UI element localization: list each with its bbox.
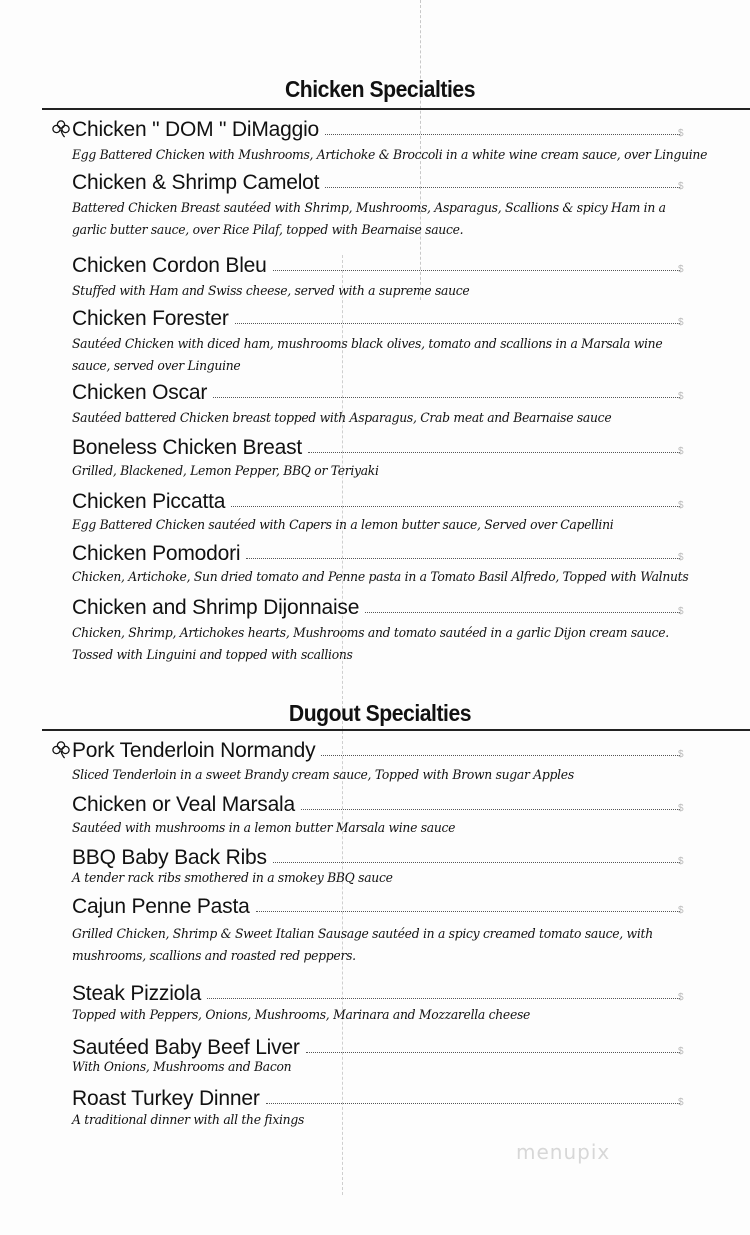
price-mark: $ [678,803,684,814]
menu-item-description: A traditional dinner with all the fixings [72,1113,305,1128]
menu-item-name: Boneless Chicken Breast [72,436,303,459]
price-mark: $ [678,446,684,457]
menu-item [72,789,680,817]
dot-leader [325,187,680,188]
menu-item-name: Pork Tenderloin Normandy [72,739,316,762]
menu-item-description: Battered Chicken Breast sautéed with Shrimp, Mushrooms, Asparagus, Scallions & spicy Ham in a [72,201,666,216]
price-mark: $ [678,856,684,867]
dot-leader [325,134,680,135]
dot-leader [308,452,680,453]
menu-item [72,538,680,566]
dot-leader [231,506,680,507]
price-mark: $ [678,264,684,275]
menu-item-description: Grilled, Blackened, Lemon Pepper, BBQ or Teriyaki [72,464,379,479]
clover-icon [52,741,70,759]
dot-leader [273,270,680,271]
menu-item [72,891,680,919]
dot-leader [306,1052,680,1053]
menu-item-name: Chicken and Shrimp Dijonnaise [72,596,360,619]
menu-item [72,1083,680,1111]
menu-item-name: BBQ Baby Back Ribs [72,846,267,869]
menu-item [72,167,680,195]
menu-item-description: mushrooms, scallions and roasted red peppers. [72,949,356,964]
menu-item-description: Sliced Tenderloin in a sweet Brandy cream sauce, Topped with Brown sugar Apples [72,768,574,783]
section-divider [42,108,750,110]
menu-item-description: Egg Battered Chicken with Mushrooms, Artichoke & Broccoli in a white wine cream sauce, over Linguine [72,148,708,163]
price-mark: $ [678,992,684,1003]
price-mark: $ [678,905,684,916]
menu-item-name: Chicken " DOM " DiMaggio [72,118,320,141]
menu-item-description: sauce, served over Linguine [72,359,241,374]
menu-item-description: Chicken, Shrimp, Artichokes hearts, Mushrooms and tomato sautéed in a garlic Dijon cream sauce. [72,626,669,641]
price-mark: $ [678,181,684,192]
dot-leader [365,612,680,613]
price-mark: $ [678,749,684,760]
menu-item-name: Chicken Pomodori [72,542,241,565]
menu-item [72,1032,680,1060]
menu-item-description: Sautéed Chicken with diced ham, mushrooms black olives, tomato and scallions in a Marsala wine [72,337,663,352]
dot-leader [301,809,680,810]
menu-item-name: Chicken Forester [72,307,229,330]
menu-item [72,114,680,142]
section-title: Chicken Specialties [284,76,476,102]
menu-item-description: A tender rack ribs smothered in a smokey BBQ sauce [72,871,393,886]
price-mark: $ [678,552,684,563]
price-mark: $ [678,128,684,139]
menu-item [72,842,680,870]
section-divider [42,729,750,731]
dot-leader [266,1103,680,1104]
menu-item-description: Sautéed with mushrooms in a lemon butter Marsala wine sauce [72,821,456,836]
menu-item-description: Tossed with Linguini and topped with scallions [72,648,353,663]
clover-icon [52,120,70,138]
dot-leader [321,755,680,756]
menu-item-name: Steak Pizziola [72,982,202,1005]
dot-leader [235,323,680,324]
menu-item [72,250,680,278]
menu-item-description: Egg Battered Chicken sautéed with Capers in a lemon butter sauce, Served over Capellini [72,518,614,533]
menu-item [72,377,680,405]
menu-item [72,978,680,1006]
price-mark: $ [678,500,684,511]
menu-item-description: Grilled Chicken, Shrimp & Sweet Italian Sausage sautéed in a spicy creamed tomato sauce, with [72,927,653,942]
menu-item-name: Chicken or Veal Marsala [72,793,296,816]
menu-item-name: Sautéed Baby Beef Liver [72,1036,300,1059]
menu-item [72,486,680,514]
price-mark: $ [678,317,684,328]
menu-item-name: Chicken Oscar [72,381,208,404]
menu-item-description: With Onions, Mushrooms and Bacon [72,1060,292,1075]
menu-item [72,432,680,460]
dot-leader [207,998,680,999]
price-mark: $ [678,1046,684,1057]
menu-item-name: Chicken Cordon Bleu [72,254,267,277]
dot-leader [246,558,680,559]
menu-item-name: Chicken & Shrimp Camelot [72,171,320,194]
price-mark: $ [678,391,684,402]
menu-item [72,592,680,620]
watermark: menupix [516,1140,611,1164]
menu-item-description: Stuffed with Ham and Swiss cheese, served with a supreme sauce [72,284,470,299]
price-mark: $ [678,1097,684,1108]
dot-leader [256,911,680,912]
menu-item-description: Chicken, Artichoke, Sun dried tomato and Penne pasta in a Tomato Basil Alfredo, Topped with Walnuts [72,570,689,585]
dot-leader [273,862,680,863]
menu-item-name: Cajun Penne Pasta [72,895,250,918]
menu-item-description: Topped with Peppers, Onions, Mushrooms, Marinara and Mozzarella cheese [72,1008,531,1023]
menu-item-description: Sautéed battered Chicken breast topped with Asparagus, Crab meat and Bearnaise sauce [72,411,612,426]
section-title: Dugout Specialties [288,700,472,726]
menu-item [72,735,680,763]
menu-item-name: Chicken Piccatta [72,490,226,513]
menu-item [72,303,680,331]
dot-leader [213,397,680,398]
menu-item-description: garlic butter sauce, over Rice Pilaf, topped with Bearnaise sauce. [72,223,464,238]
menu-item-name: Roast Turkey Dinner [72,1087,260,1110]
price-mark: $ [678,606,684,617]
